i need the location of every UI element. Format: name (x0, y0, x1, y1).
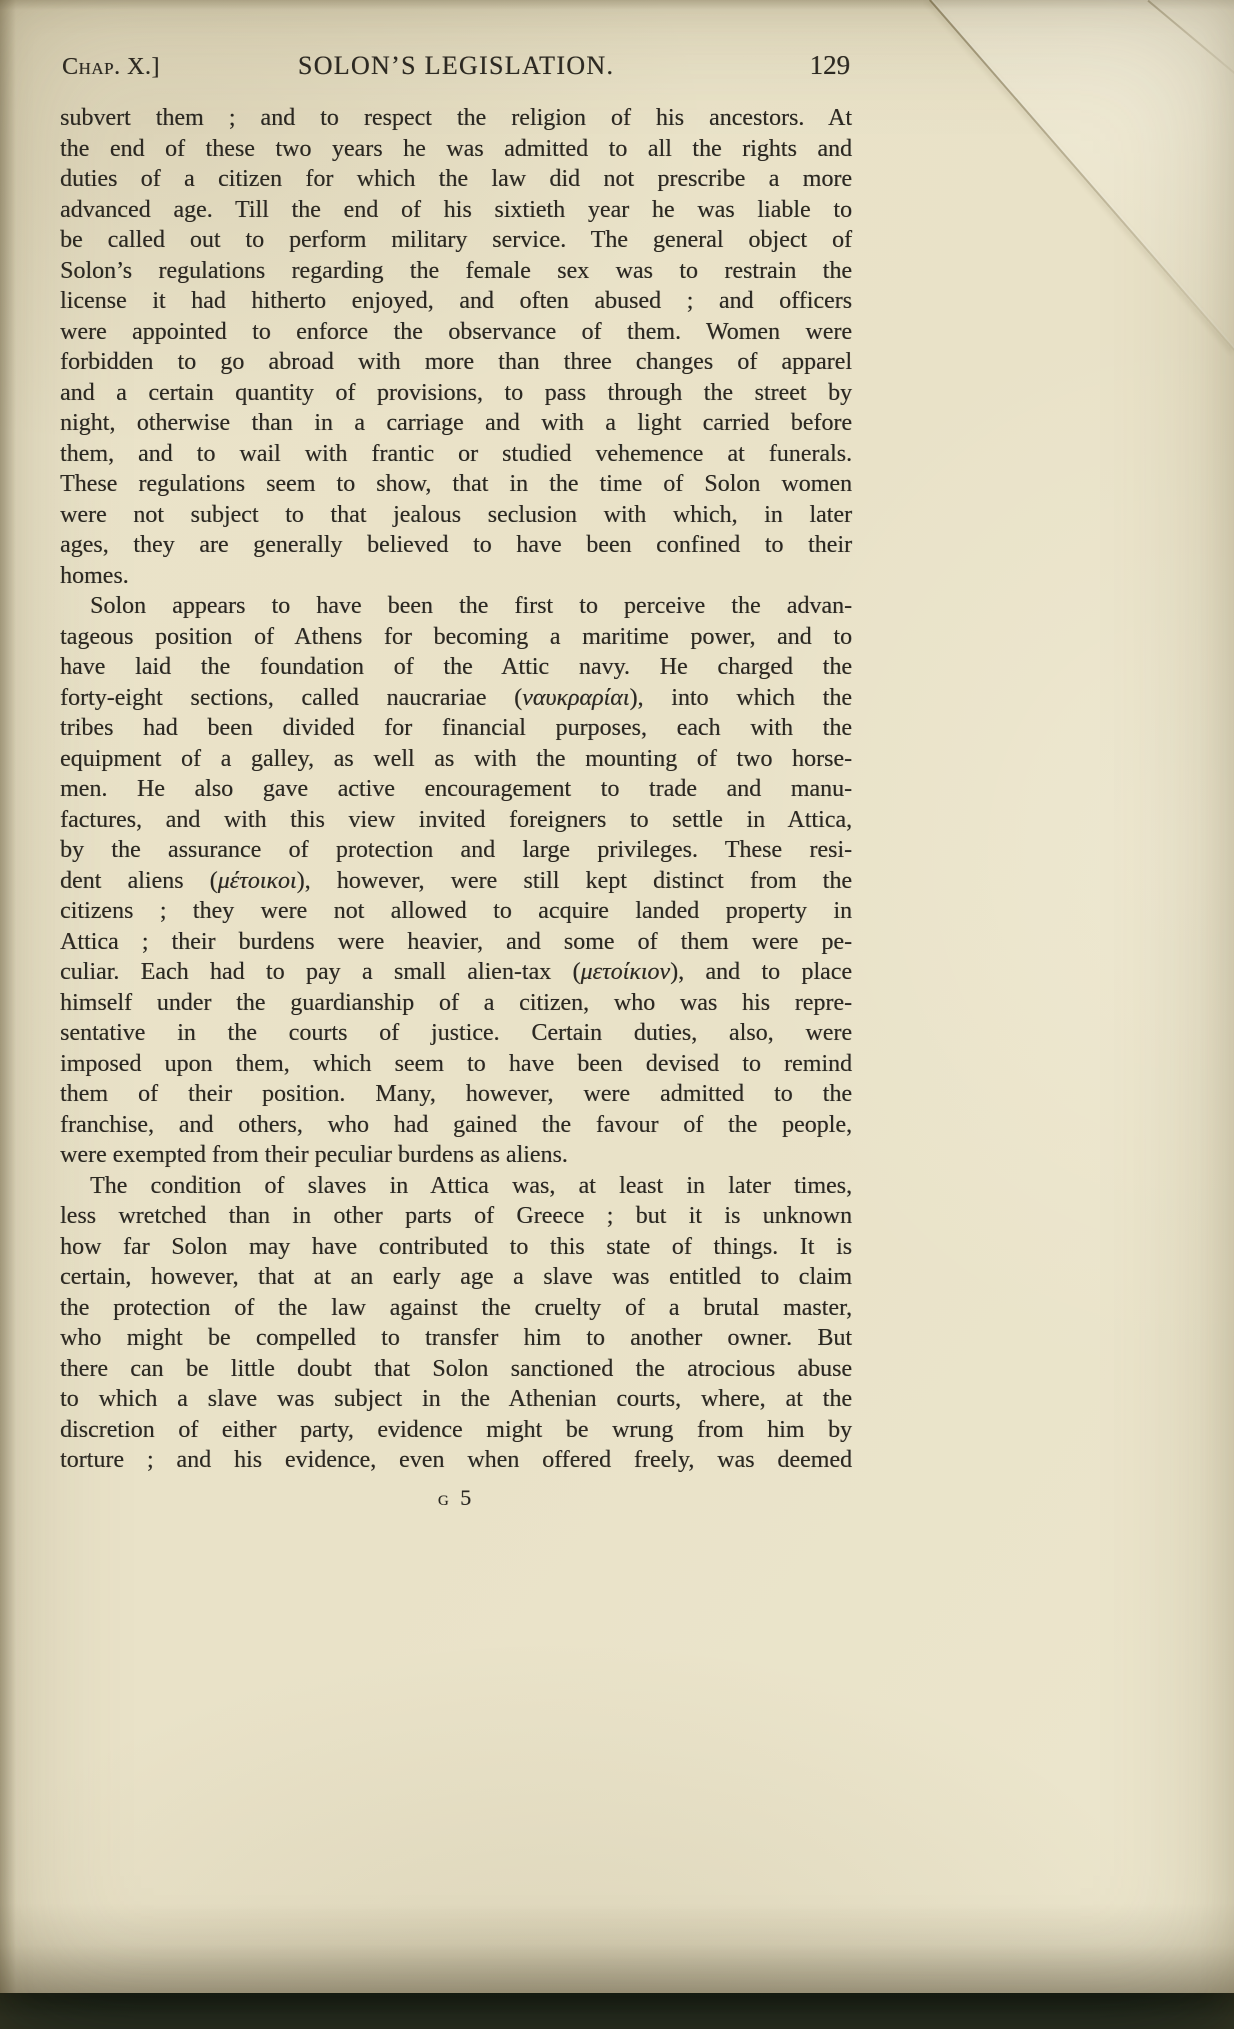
text-line: franchise, and others, who had gained the favour of the people, (60, 1111, 852, 1138)
paragraph (60, 1171, 852, 1476)
text-line: have laid the foundation of the Attic navy. He charged the (60, 654, 852, 680)
text-line: the protection of the law against the cruelty of a brutal master, (60, 1294, 852, 1321)
chapter-label: Chap. X.] (62, 54, 160, 80)
paragraph (60, 591, 852, 1171)
text-line: dent aliens (μέτοικοι), however, were still kept distinct from the (60, 867, 852, 894)
text-line: by the assurance of protection and large privileges. These resi- (60, 837, 852, 863)
page-title: SOLON’S LEGISLATION. (297, 51, 615, 80)
text-line: certain, however, that at an early age a slave was entitled to claim (60, 1264, 852, 1290)
text-line: how far Solon may have contributed to this state of things. It is (60, 1233, 852, 1260)
text-line: factures, and with this view invited foreigners to settle in Attica, (60, 806, 852, 833)
text-line: sentative in the courts of justice. Certain duties, also, were (60, 1020, 852, 1046)
text-line: night, otherwise than in a carriage and with a light carried before (60, 410, 852, 436)
text-line: the end of these two years he was admitted to all the rights and (60, 135, 852, 162)
text-line: forty-eight sections, called naucrariae (ναυκραρίαι), into which the (60, 684, 852, 711)
text-line: Solon’s regulations regarding the female sex was to restrain the (60, 257, 852, 284)
book-edge-band (0, 1993, 1234, 2029)
text-line: himself under the guardianship of a citizen, who was his repre- (60, 989, 852, 1016)
text-line: be called out to perform military service. The general object of (60, 227, 852, 253)
text-line: citizens ; they were not allowed to acquire landed property in (60, 898, 852, 924)
text-line: forbidden to go abroad with more than three changes of apparel (60, 349, 852, 375)
text-block (60, 103, 852, 1476)
text-line: torture ; and his evidence, even when offered freely, was deemed (60, 1447, 852, 1473)
text-line: were not subject to that jealous seclusion with which, in later (60, 501, 852, 528)
text-line: imposed upon them, which seem to have been devised to remind (60, 1050, 852, 1077)
page-number: 129 (809, 50, 850, 80)
text-line: These regulations seem to show, that in the time of Solon women (60, 471, 852, 497)
text-line: and a certain quantity of provisions, to pass through the street by (60, 379, 852, 406)
left-edge-shading (0, 0, 16, 2029)
text-line: The condition of slaves in Attica was, at least in later times, (90, 1172, 852, 1199)
text-line: discretion of either party, evidence might be wrung from him by (60, 1416, 852, 1443)
text-line: ages, they are generally believed to have been confined to their (60, 532, 852, 558)
text-line: them of their position. Many, however, were admitted to the (60, 1081, 852, 1107)
text-line: who might be compelled to transfer him to another owner. But (60, 1325, 852, 1351)
text-line: were exempted from their peculiar burdens as aliens. (60, 1142, 568, 1168)
text-line: men. He also gave active encouragement to trade and manu- (60, 776, 852, 802)
text-line: less wretched than in other parts of Greece ; but it is unknown (60, 1203, 852, 1229)
text-line: tribes had been divided for financial purposes, each with the (60, 715, 852, 741)
text-line: Attica ; their burdens were heavier, and some of them were pe- (60, 928, 852, 955)
text-line: subvert them ; and to respect the religion of his ancestors. At (60, 105, 852, 131)
signature-mark: g 5 (437, 1484, 475, 1510)
page-content (60, 48, 852, 1511)
corner-fold-highlight (930, 0, 1234, 350)
text-line: license it had hitherto enjoyed, and often abused ; and officers (60, 288, 852, 314)
paragraph (60, 103, 852, 591)
text-line: duties of a citizen for which the law did not prescribe a more (60, 166, 852, 192)
text-line: there can be little doubt that Solon sanctioned the atrocious abuse (60, 1355, 852, 1382)
text-line: tageous position of Athens for becoming a maritime power, and to (60, 623, 852, 650)
text-line: culiar. Each had to pay a small alien-tax (μετοίκιον), and to place (60, 959, 852, 985)
text-line: equipment of a galley, as well as with the mounting of two horse- (60, 745, 852, 772)
text-line: homes. (60, 562, 129, 589)
text-line: advanced age. Till the end of his sixtieth year he was liable to (60, 196, 852, 223)
text-line: Solon appears to have been the first to perceive the advan- (90, 593, 852, 619)
bottom-page-shadow (0, 1903, 1234, 1995)
text-line: to which a slave was subject in the Athenian courts, where, at the (60, 1386, 852, 1412)
text-line: were appointed to enforce the observance of them. Women were (60, 318, 852, 345)
text-line: them, and to wail with frantic or studied vehemence at funerals. (60, 440, 852, 467)
page-header (60, 48, 852, 86)
